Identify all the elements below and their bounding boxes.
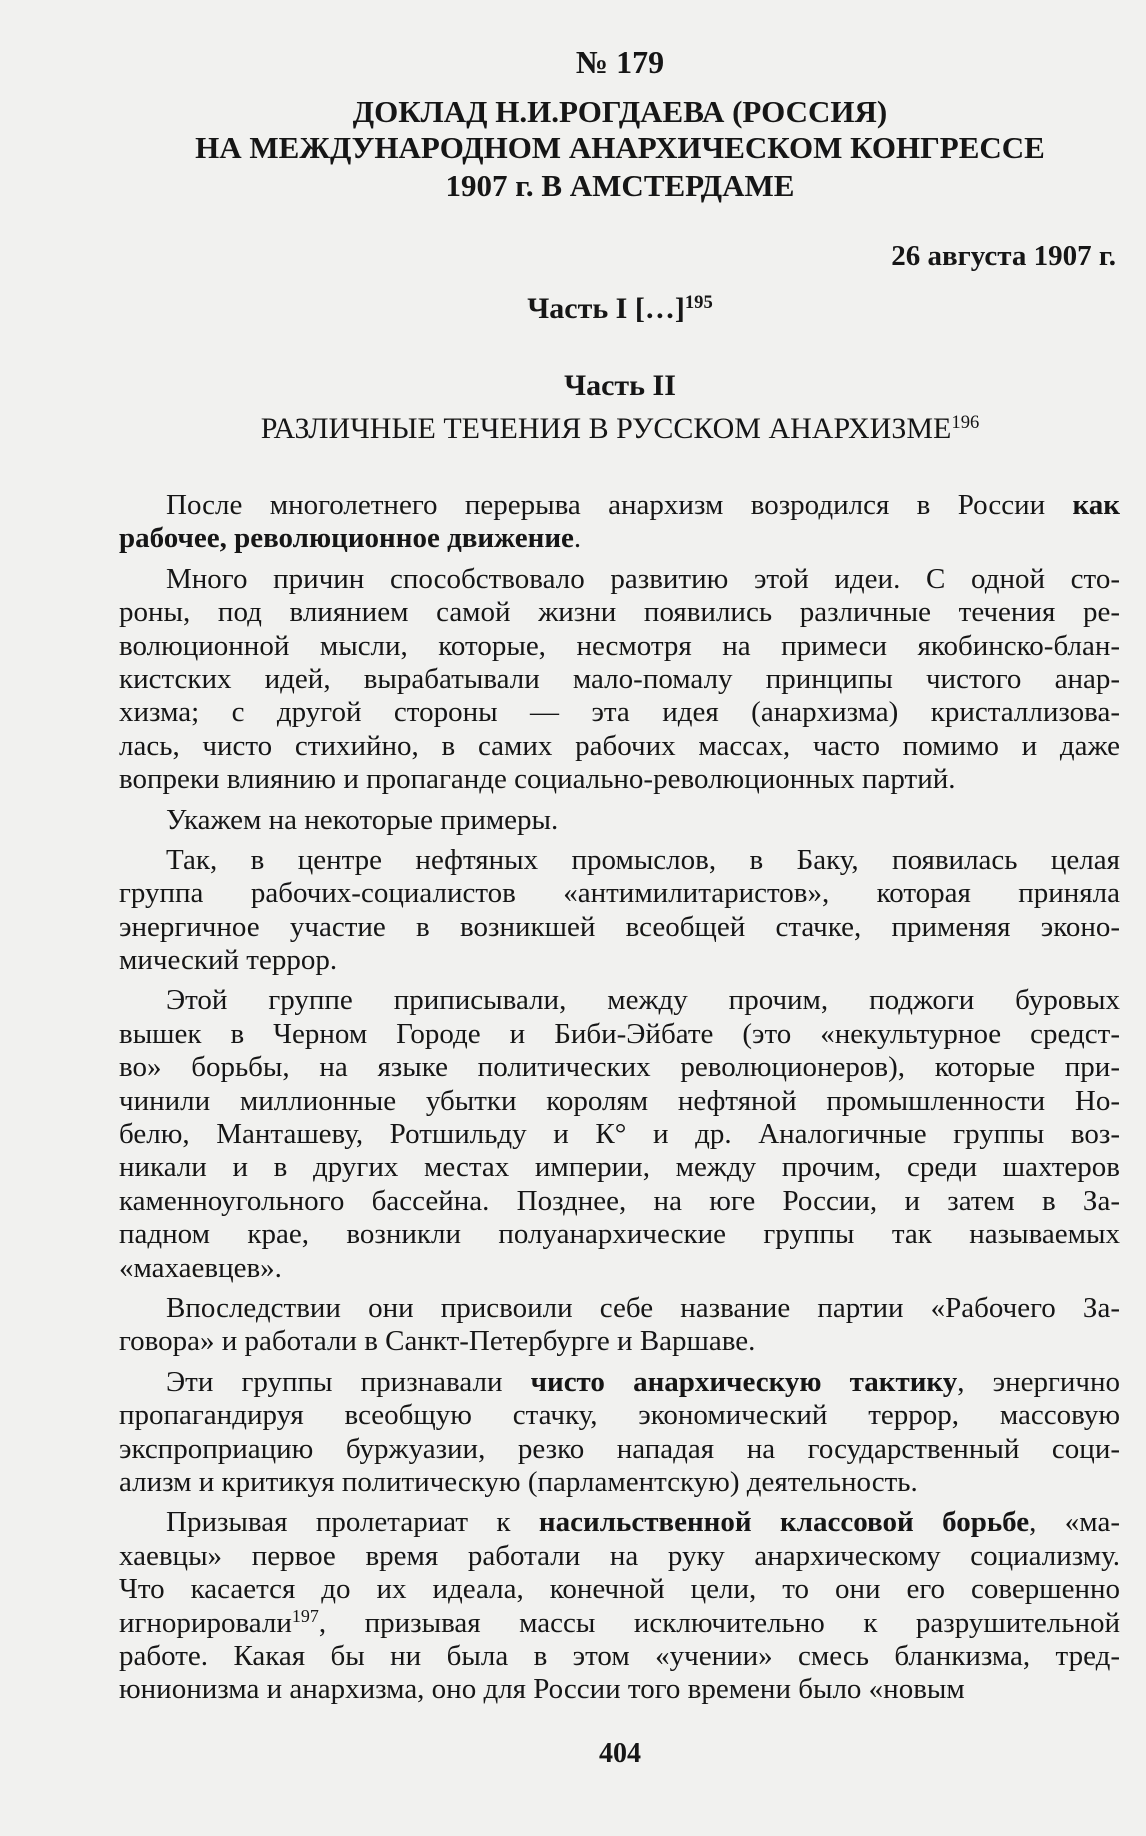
text-segment: игнорировали <box>119 1606 292 1639</box>
text-segment: энергичное участие в возникшей всеобщей стачке, применяя эконо- <box>119 910 1120 943</box>
text-segment: волюционной мысли, которые, несмотря на примеси якобинско-блан- <box>119 629 1120 662</box>
text-segment: После многолетнего перерыва анархизм возродился в России <box>166 489 1073 521</box>
text-line <box>119 1325 1120 1358</box>
text-line <box>119 1118 1120 1151</box>
text-segment: мический террор. <box>119 944 338 977</box>
text-line <box>119 663 1120 696</box>
text-segment: Так, в центре нефтяных промыслов, в Баку, появилась целая <box>166 843 1120 876</box>
page-number: 404 <box>599 1738 641 1769</box>
text-line <box>119 1433 1120 1466</box>
text-segment: вопреки влиянию и пропаганде социально-революционных партий. <box>119 763 956 796</box>
text-segment: экспроприацию буржуазии, резко нападая на государственный соци- <box>119 1432 1120 1465</box>
paragraph <box>119 1366 1120 1500</box>
text-segment: Эти группы признавали <box>166 1365 531 1398</box>
text-line <box>119 1466 1120 1499</box>
section-title <box>0 412 1146 446</box>
body-text <box>119 489 1120 1714</box>
section-title-text: РАЗЛИЧНЫЕ ТЕЧЕНИЯ В РУССКОМ АНАРХИЗМЕ <box>260 412 952 445</box>
text-line <box>119 1252 1120 1285</box>
text-line <box>119 1399 1120 1432</box>
text-segment: Призывая пролетариат к <box>166 1506 539 1539</box>
text-segment: роны, под влиянием самой жизни появились различные течения ре- <box>119 596 1120 629</box>
text-line <box>119 1540 1120 1573</box>
text-segment: пропагандируя всеобщую стачку, экономический террор, массовую <box>119 1399 1120 1432</box>
text-line <box>119 1506 1120 1539</box>
paragraph <box>119 984 1120 1285</box>
text-line <box>119 1018 1120 1051</box>
text-segment: вышек в Черном Городе и Биби-Эйбате (это «некультурное средст- <box>119 1017 1120 1050</box>
text-segment: Впоследствии они присвоили себе название партии «Рабочего За- <box>166 1291 1120 1324</box>
text-line <box>119 489 1120 522</box>
paragraph <box>119 489 1120 556</box>
part-2-heading: Часть II <box>564 369 676 402</box>
paragraph <box>119 563 1120 797</box>
text-line <box>119 944 1120 977</box>
text-segment: . <box>573 522 582 555</box>
text-line <box>119 696 1120 729</box>
text-segment: «махаевцев». <box>119 1251 282 1284</box>
text-segment: чинили миллионные убытки королям нефтяной промышленности Но- <box>119 1084 1120 1117</box>
title-line-1: ДОКЛАД Н.И.РОГДАЕВА (РОССИЯ) <box>352 94 888 129</box>
text-segment: во» борьбы, на языке политических революционеров), которые при- <box>119 1051 1120 1084</box>
title-line-2: НА МЕЖДУНАРОДНОМ АНАРХИЧЕСКОМ КОНГРЕССЕ <box>195 130 1045 165</box>
text-segment: Укажем на некоторые примеры. <box>166 803 559 836</box>
text-segment: , энергично <box>957 1365 1120 1398</box>
text-line <box>119 1640 1120 1673</box>
text-line <box>119 1366 1120 1399</box>
text-line <box>119 730 1120 763</box>
emphasis-text: чисто анархическую тактику <box>530 1365 958 1398</box>
text-line <box>119 1673 1120 1706</box>
text-segment: , «ма- <box>1029 1506 1120 1539</box>
text-segment: говора» и работали в Санкт-Петербурге и Варшаве. <box>119 1325 756 1358</box>
text-line <box>119 1218 1120 1251</box>
paragraph <box>119 1292 1120 1359</box>
text-segment: лась, чисто стихийно, в самих рабочих массах, часто помимо и даже <box>119 729 1120 762</box>
document-number: № 179 <box>575 44 665 80</box>
text-segment: белю, Манташеву, Ротшильду и К° и др. Аналогичные группы воз- <box>119 1118 1120 1151</box>
paragraph <box>119 844 1120 978</box>
text-segment: хизма; с другой стороны — эта идея (анархизма) кристаллизова- <box>119 696 1120 729</box>
text-line <box>119 1573 1120 1606</box>
text-segment: юнионизма и анархизма, оно для России того времени было «новым <box>119 1673 965 1706</box>
text-line <box>119 1292 1120 1325</box>
text-segment: работе. Какая бы ни была в этом «учении» смесь бланкизма, тред- <box>119 1639 1120 1672</box>
text-line <box>119 763 1120 796</box>
text-line <box>119 522 1120 555</box>
text-segment: кистских идей, вырабатывали мало-помалу принципы чистого анар- <box>119 662 1120 695</box>
footnote-ref: 196 <box>951 411 980 433</box>
text-line <box>119 804 1120 837</box>
text-line <box>119 877 1120 910</box>
text-segment: каменноугольного бассейна. Позднее, на юге России, и затем в За- <box>119 1184 1120 1217</box>
text-line <box>119 1151 1120 1184</box>
text-line <box>119 563 1120 596</box>
text-line <box>119 630 1120 663</box>
footnote-ref: 197 <box>291 1605 319 1626</box>
text-line <box>119 596 1120 629</box>
text-segment: группа рабочих-социалистов «антимилитаристов», которая приняла <box>119 877 1120 910</box>
part-1-heading <box>0 292 1146 326</box>
paragraph <box>119 1506 1120 1706</box>
paragraph <box>119 804 1120 837</box>
text-line <box>119 1085 1120 1118</box>
emphasis-text: рабочее, революционное движение <box>119 522 574 555</box>
emphasis-text: насильственной классовой борьбе <box>538 1506 1030 1539</box>
report-date: 26 августа 1907 г. <box>891 240 1116 272</box>
text-segment: , призывая массы исключительно к разрушительной <box>318 1606 1120 1639</box>
text-segment: Что касается до их идеала, конечной цели, то они его совершенно <box>119 1573 1120 1606</box>
part-1-label: Часть I […] <box>527 292 685 325</box>
text-line <box>119 844 1120 877</box>
text-line <box>119 1185 1120 1218</box>
text-segment: Этой группе приписывали, между прочим, поджоги буровых <box>166 984 1120 1017</box>
text-segment: хаевцы» первое время работали на руку анархическому социализму. <box>119 1539 1120 1572</box>
text-line <box>119 1607 1120 1640</box>
text-line <box>119 911 1120 944</box>
text-segment: никали и в других местах империи, между прочим, среди шахтеров <box>119 1151 1120 1184</box>
text-segment: ализм и критикуя политическую (парламентскую) деятельность. <box>119 1465 918 1498</box>
footnote-ref: 195 <box>684 291 713 313</box>
text-segment: Много причин способствовало развитию этой идеи. С одной сто- <box>166 562 1120 595</box>
text-line <box>119 984 1120 1017</box>
emphasis-text: как <box>1072 489 1120 521</box>
title-line-3: 1907 г. В АМСТЕРДАМЕ <box>445 168 795 203</box>
text-line <box>119 1051 1120 1084</box>
text-segment: падном крае, возникли полуанархические группы так называемых <box>119 1218 1120 1251</box>
